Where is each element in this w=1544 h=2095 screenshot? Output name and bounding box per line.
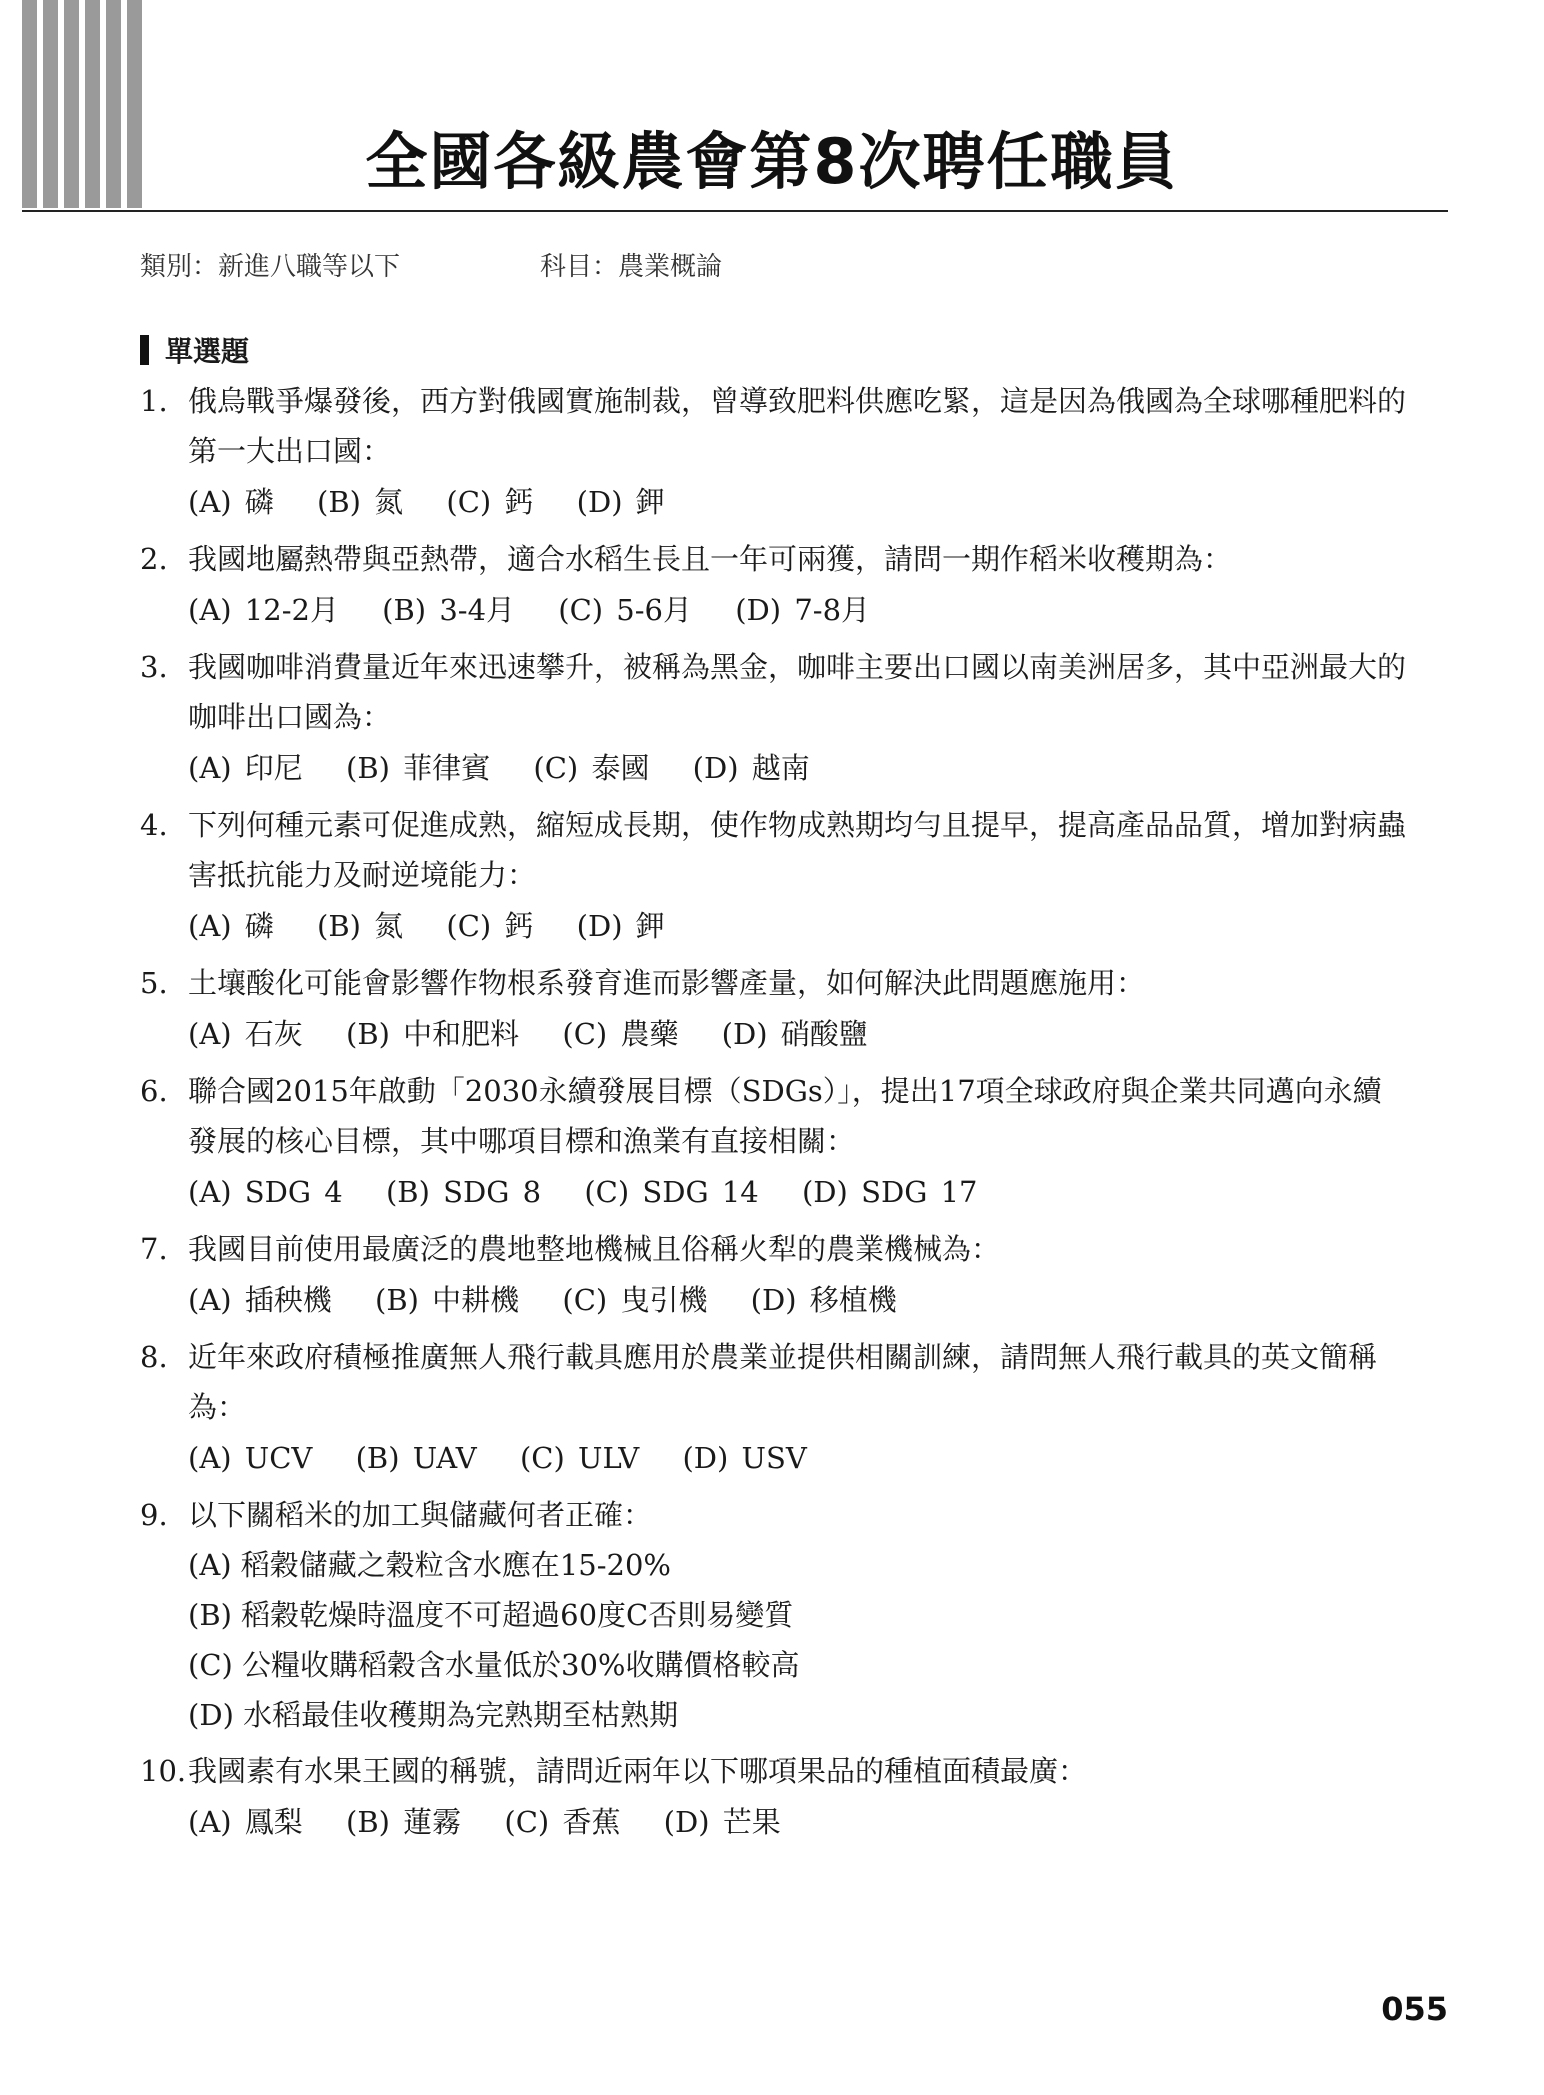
option-d: (D) 水稻最佳收穫期為完熟期至枯熟期 [188,1698,679,1732]
question-number: 1. [140,384,168,418]
option-b: (B) UAV [355,1441,477,1475]
option-a: (A) 磷 [188,485,274,519]
question-3 [140,642,1410,794]
option-d: (D) 硝酸鹽 [721,1017,868,1051]
section-marker-icon [140,335,149,365]
question-body [188,376,1410,528]
question-text: 我國目前使用最廣泛的農地整地機械且俗稱火犁的農業機械為： [188,1232,1001,1266]
question-text: 下列何種元素可促進成熟，縮短成長期，使作物成熟期均勻且提早，提高產品品質，增加對病蟲害抵抗能力及耐逆境能力： [188,808,1407,892]
option-b: (B) 氮 [317,909,404,943]
option-a: (A) 12-2月 [188,593,339,627]
question-text: 以下關稻米的加工與儲藏何者正確： [188,1498,653,1532]
question-9 [140,1490,1410,1740]
question-text: 我國素有水果王國的稱號，請問近兩年以下哪項果品的種植面積最廣： [188,1754,1088,1788]
question-number: 3. [140,650,168,684]
option-c: (C) 香蕉 [504,1805,621,1839]
question-number: 2. [140,542,168,576]
option-b: (B) 氮 [317,485,404,519]
option-a: (A) 磷 [188,909,274,943]
question-number: 10. [140,1754,187,1788]
question-options [188,1432,1410,1484]
option-c: (C) 農藥 [562,1017,679,1051]
option-d: (D) 7-8月 [735,593,871,627]
option-c: (C) 鈣 [446,485,534,519]
option-d: (D) 移植機 [750,1283,897,1317]
question-5 [140,958,1410,1060]
section-title: 單選題 [165,335,250,368]
option-d: (D) USV [682,1441,807,1475]
option-a: (A) 石灰 [188,1017,303,1051]
question-text: 近年來政府積極推廣無人飛行載具應用於農業並提供相關訓練，請問無人飛行載具的英文簡稱為： [188,1340,1378,1424]
option-b: (B) 中耕機 [375,1283,520,1317]
option-c: (C) 公糧收購稻穀含水量低於30%收購價格較高 [188,1648,800,1682]
option-a: (A) 印尼 [188,751,303,785]
question-body [188,958,1410,1060]
question-6 [140,1066,1410,1218]
question-number: 7. [140,1232,168,1266]
question-options [188,1008,1410,1060]
option-b: (B) 菲律賓 [346,751,491,785]
exam-subject: 科目：農業概論 [540,252,723,282]
question-options [188,1274,1410,1326]
option-d: (D) 越南 [692,751,810,785]
option-a: (A) UCV [188,1441,313,1475]
question-number: 6. [140,1074,168,1108]
option-c: (C) ULV [519,1441,640,1475]
question-body [188,1066,1410,1218]
question-options [188,476,1410,528]
option-a: (A) 稻穀儲藏之穀粒含水應在15-20% [188,1548,671,1582]
question-text: 土壤酸化可能會影響作物根系發育進而影響產量，如何解決此問題應施用： [188,966,1146,1000]
question-body [188,642,1410,794]
question-2 [140,534,1410,636]
question-number: 9. [140,1498,168,1532]
option-d: (D) 鉀 [576,485,665,519]
question-1 [140,376,1410,528]
question-text: 俄烏戰爭爆發後，西方對俄國實施制裁，曾導致肥料供應吃緊，這是因為俄國為全球哪種肥料的第一大出口國： [188,384,1407,468]
option-c: (C) SDG 14 [584,1175,759,1209]
question-options [188,742,1410,794]
option-a: (A) 插秧機 [188,1283,332,1317]
option-a: (A) 鳳梨 [188,1805,303,1839]
option-a: (A) SDG 4 [188,1175,343,1209]
option-d: (D) SDG 17 [801,1175,978,1209]
question-body [188,800,1410,952]
option-b: (B) 稻穀乾燥時溫度不可超過60度C否則易變質 [188,1598,794,1632]
question-8 [140,1332,1410,1484]
option-b: (B) SDG 8 [385,1175,542,1209]
option-c: (C) 鈣 [446,909,534,943]
option-d: (D) 鉀 [576,909,665,943]
option-c: (C) 泰國 [533,751,650,785]
question-options [188,584,1410,636]
question-number: 8. [140,1340,168,1374]
question-text: 聯合國2015年啟動「2030永續發展目標（SDGs）」，提出17項全球政府與企業共同邁向永續發展的核心目標，其中哪項目標和漁業有直接相關： [188,1074,1382,1158]
option-d: (D) 芒果 [663,1805,781,1839]
title-divider [22,210,1448,212]
question-number: 5. [140,966,168,1000]
option-b: (B) 中和肥料 [346,1017,520,1051]
question-4 [140,800,1410,952]
page-number: 055 [1381,1990,1448,2028]
question-options [188,900,1410,952]
section-heading [140,330,249,370]
question-7 [140,1224,1410,1326]
question-body [188,1332,1410,1484]
option-c: (C) 5-6月 [558,593,692,627]
question-text: 我國地屬熱帶與亞熱帶，適合水稻生長且一年可兩獲，請問一期作稻米收穫期為： [188,542,1233,576]
option-b: (B) 蓮霧 [346,1805,462,1839]
option-c: (C) 曳引機 [562,1283,708,1317]
question-body [188,1224,1410,1326]
question-options [188,1166,1410,1218]
option-b: (B) 3-4月 [382,593,516,627]
question-10 [140,1746,1410,1848]
question-options [188,1796,1410,1848]
question-body [188,1490,1410,1740]
question-list [140,376,1410,1854]
question-body [188,534,1410,636]
question-number: 4. [140,808,168,842]
exam-category: 類別：新進八職等以下 [140,252,401,282]
page-title: 全國各級農會第8次聘任職員 [365,125,1179,198]
question-text: 我國咖啡消費量近年來迅速攀升，被稱為黑金，咖啡主要出口國以南美洲居多，其中亞洲最大的咖啡出口國為： [188,650,1407,734]
question-body [188,1746,1410,1848]
